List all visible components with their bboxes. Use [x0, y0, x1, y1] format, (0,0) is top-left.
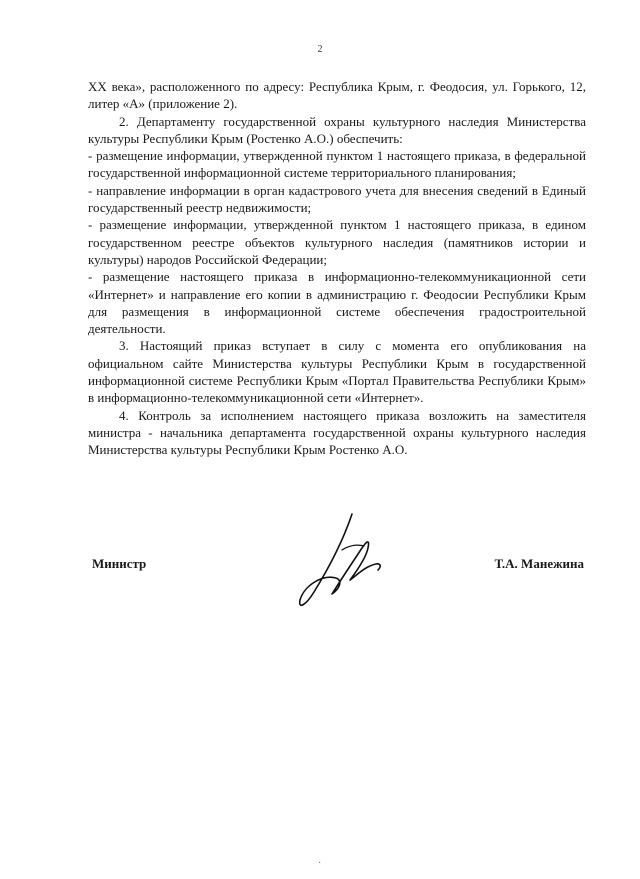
signer-name: Т.А. Манежина: [494, 556, 584, 571]
paragraph-continuation: XX века», расположенного по адресу: Республика Крым, г. Феодосия, ул. Горького, 12, литер «А» (приложение 2).: [88, 79, 586, 112]
signer-role: Министр: [92, 556, 147, 571]
list-item-federal-system: - размещение информации, утвержденной пунктом 1 настоящего приказа, в федеральной государственной информационной системе территориального планирования;: [88, 148, 586, 181]
paragraph-item-4: 4. Контроль за исполнением настоящего приказа возложить на заместителя министра - начальника департамента государственной охраны культурного наследия Министерства культуры Республики Крым Ростенко А.О.: [88, 407, 586, 458]
list-item-cadastral: - направление информации в орган кадастрового учета для внесения сведений в Единый государственный реестр недвижимости;: [88, 182, 586, 216]
paragraph-item-2: 2. Департаменту государственной охраны культурного наследия Министерства культуры Республики Крым (Ростенко А.О.) обеспечить:: [88, 113, 586, 146]
list-item-heritage-register: - размещение информации, утвержденной пунктом 1 настоящего приказа, в едином государственном реестре объектов культурного наследия (памятников истории и культуры) народов Российской Федерации;: [88, 217, 586, 267]
list-item-internet-publication: - размещение настоящего приказа в информационно-телекоммуникационной сети «Интернет» и направление его копии в администрацию г. Феодосии Республики Крым для размещения в информационной системе обеспечения градостроительной деятельности.: [88, 269, 586, 337]
page-mark: ·: [318, 858, 322, 869]
handwritten-signature: [292, 508, 387, 616]
paragraph-item-3: 3. Настоящий приказ вступает в силу с момента его опубликования на официальном сайте Министерства культуры Республики Крым в государственной информационной системе Республики Крым «Портал Правительства Республики Крым» в информационно-телекоммуникационной сети «Интернет».: [88, 338, 586, 406]
order-body: [88, 78, 586, 459]
page-number: 2: [317, 44, 323, 55]
